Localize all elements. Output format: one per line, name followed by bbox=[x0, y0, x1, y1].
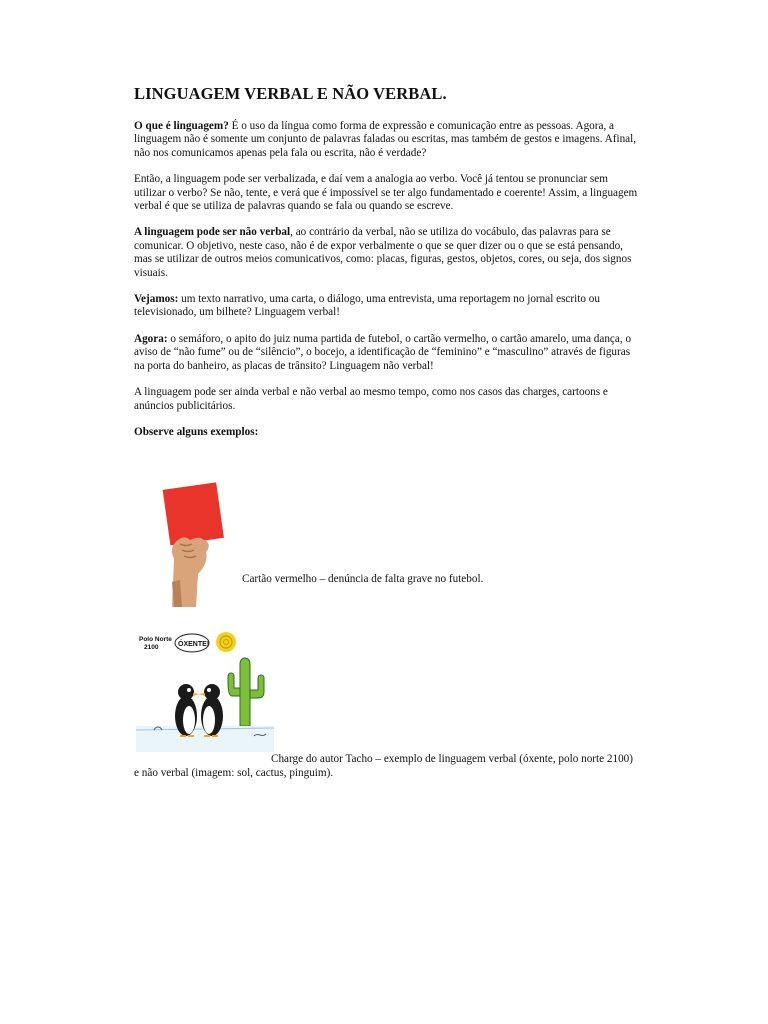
charge-year-label: 2100 bbox=[144, 644, 159, 652]
red-card-shape bbox=[163, 483, 224, 546]
paragraph-verbal bbox=[134, 173, 638, 213]
charge-cartoon-image bbox=[136, 626, 274, 752]
paragraph-what-is-language bbox=[134, 120, 638, 160]
document-body bbox=[134, 84, 638, 779]
red-card-image bbox=[152, 482, 232, 607]
charge-speech-label: ÓXENTE! bbox=[178, 641, 210, 649]
paragraph-mixed bbox=[134, 386, 638, 413]
paragraph-text: o semáforo, o apito do juiz numa partida de futebol, o cartão vermelho, o cartão amarelo, uma dança, o aviso de “não fume” ou de “silêncio”, o bocejo, a identificação de “feminino” e “masculino” através de figuras na porta do banheiro, as placas de trânsito? Linguagem não verbal! bbox=[134, 332, 632, 372]
paragraph-text: É o uso da língua como forma de expressão e comunicação entre as pessoas. Agora, a linguagem não é somente um conjunto de palavras faladas ou escritas, mas também de gestos e imagens. Afinal, não nos comunicamos apenas pela fala ou escrita, não é verdade? bbox=[134, 120, 637, 159]
paragraph-lead: Vejamos: bbox=[134, 293, 179, 306]
paragraph-lead: Observe alguns exemplos: bbox=[134, 425, 259, 438]
paragraph-lead: A linguagem pode ser não verbal bbox=[134, 226, 291, 239]
paragraph-text: A linguagem pode ser ainda verbal e não verbal ao mesmo tempo, como nos casos das charges, cartoons e anúncios publicitários. bbox=[134, 386, 608, 412]
caption-red-card: Cartão vermelho – denúncia de falta grave no futebol. bbox=[242, 573, 484, 586]
paragraph-observe bbox=[134, 426, 638, 439]
paragraph-nonverbal bbox=[134, 226, 638, 280]
caption-charge: Charge do autor Tacho – exemplo de linguagem verbal (óxente, polo norte 2100) e não verbal (imagem: sol, cactus, pinguim). bbox=[134, 753, 633, 779]
paragraph-text: , ao contrário da verbal, não se utiliza do vocábulo, das palavras para se comunicar. O objetivo, neste caso, não é de expor verbalmente o que se quer dizer ou o que se está pensando, mas se utilizar de outros meios comunicativos, como: placas, figuras, gestos, objetos, cores, ou seja, dos signos visuais. bbox=[134, 226, 632, 279]
paragraph-text: Então, a linguagem pode ser verbalizada, e daí vem a analogia ao verbo. Você já tentou se pronunciar sem utilizar o verbo? Se não, tente, e verá que é impossível se ter algo fundamentado e coerente! Assim, a linguagem verbal é que se utiliza de palavras quando se fala ou quando se escreve. bbox=[134, 173, 638, 213]
charge-place-label: Polo Norte bbox=[139, 636, 172, 644]
paragraph-lead: Agora: bbox=[134, 332, 168, 345]
page-title: LINGUAGEM VERBAL E NÃO VERBAL. bbox=[134, 84, 447, 103]
paragraph-text: um texto narrativo, uma carta, o diálogo, uma entrevista, uma reportagem no jornal escrito ou televisionado, um bilhete? Linguagem verbal! bbox=[134, 293, 600, 319]
paragraph-examples-nonverbal bbox=[134, 333, 638, 373]
sun-icon bbox=[216, 632, 236, 652]
paragraph-lead: O que é linguagem? bbox=[134, 120, 229, 132]
paragraph-examples-verbal bbox=[134, 293, 638, 320]
